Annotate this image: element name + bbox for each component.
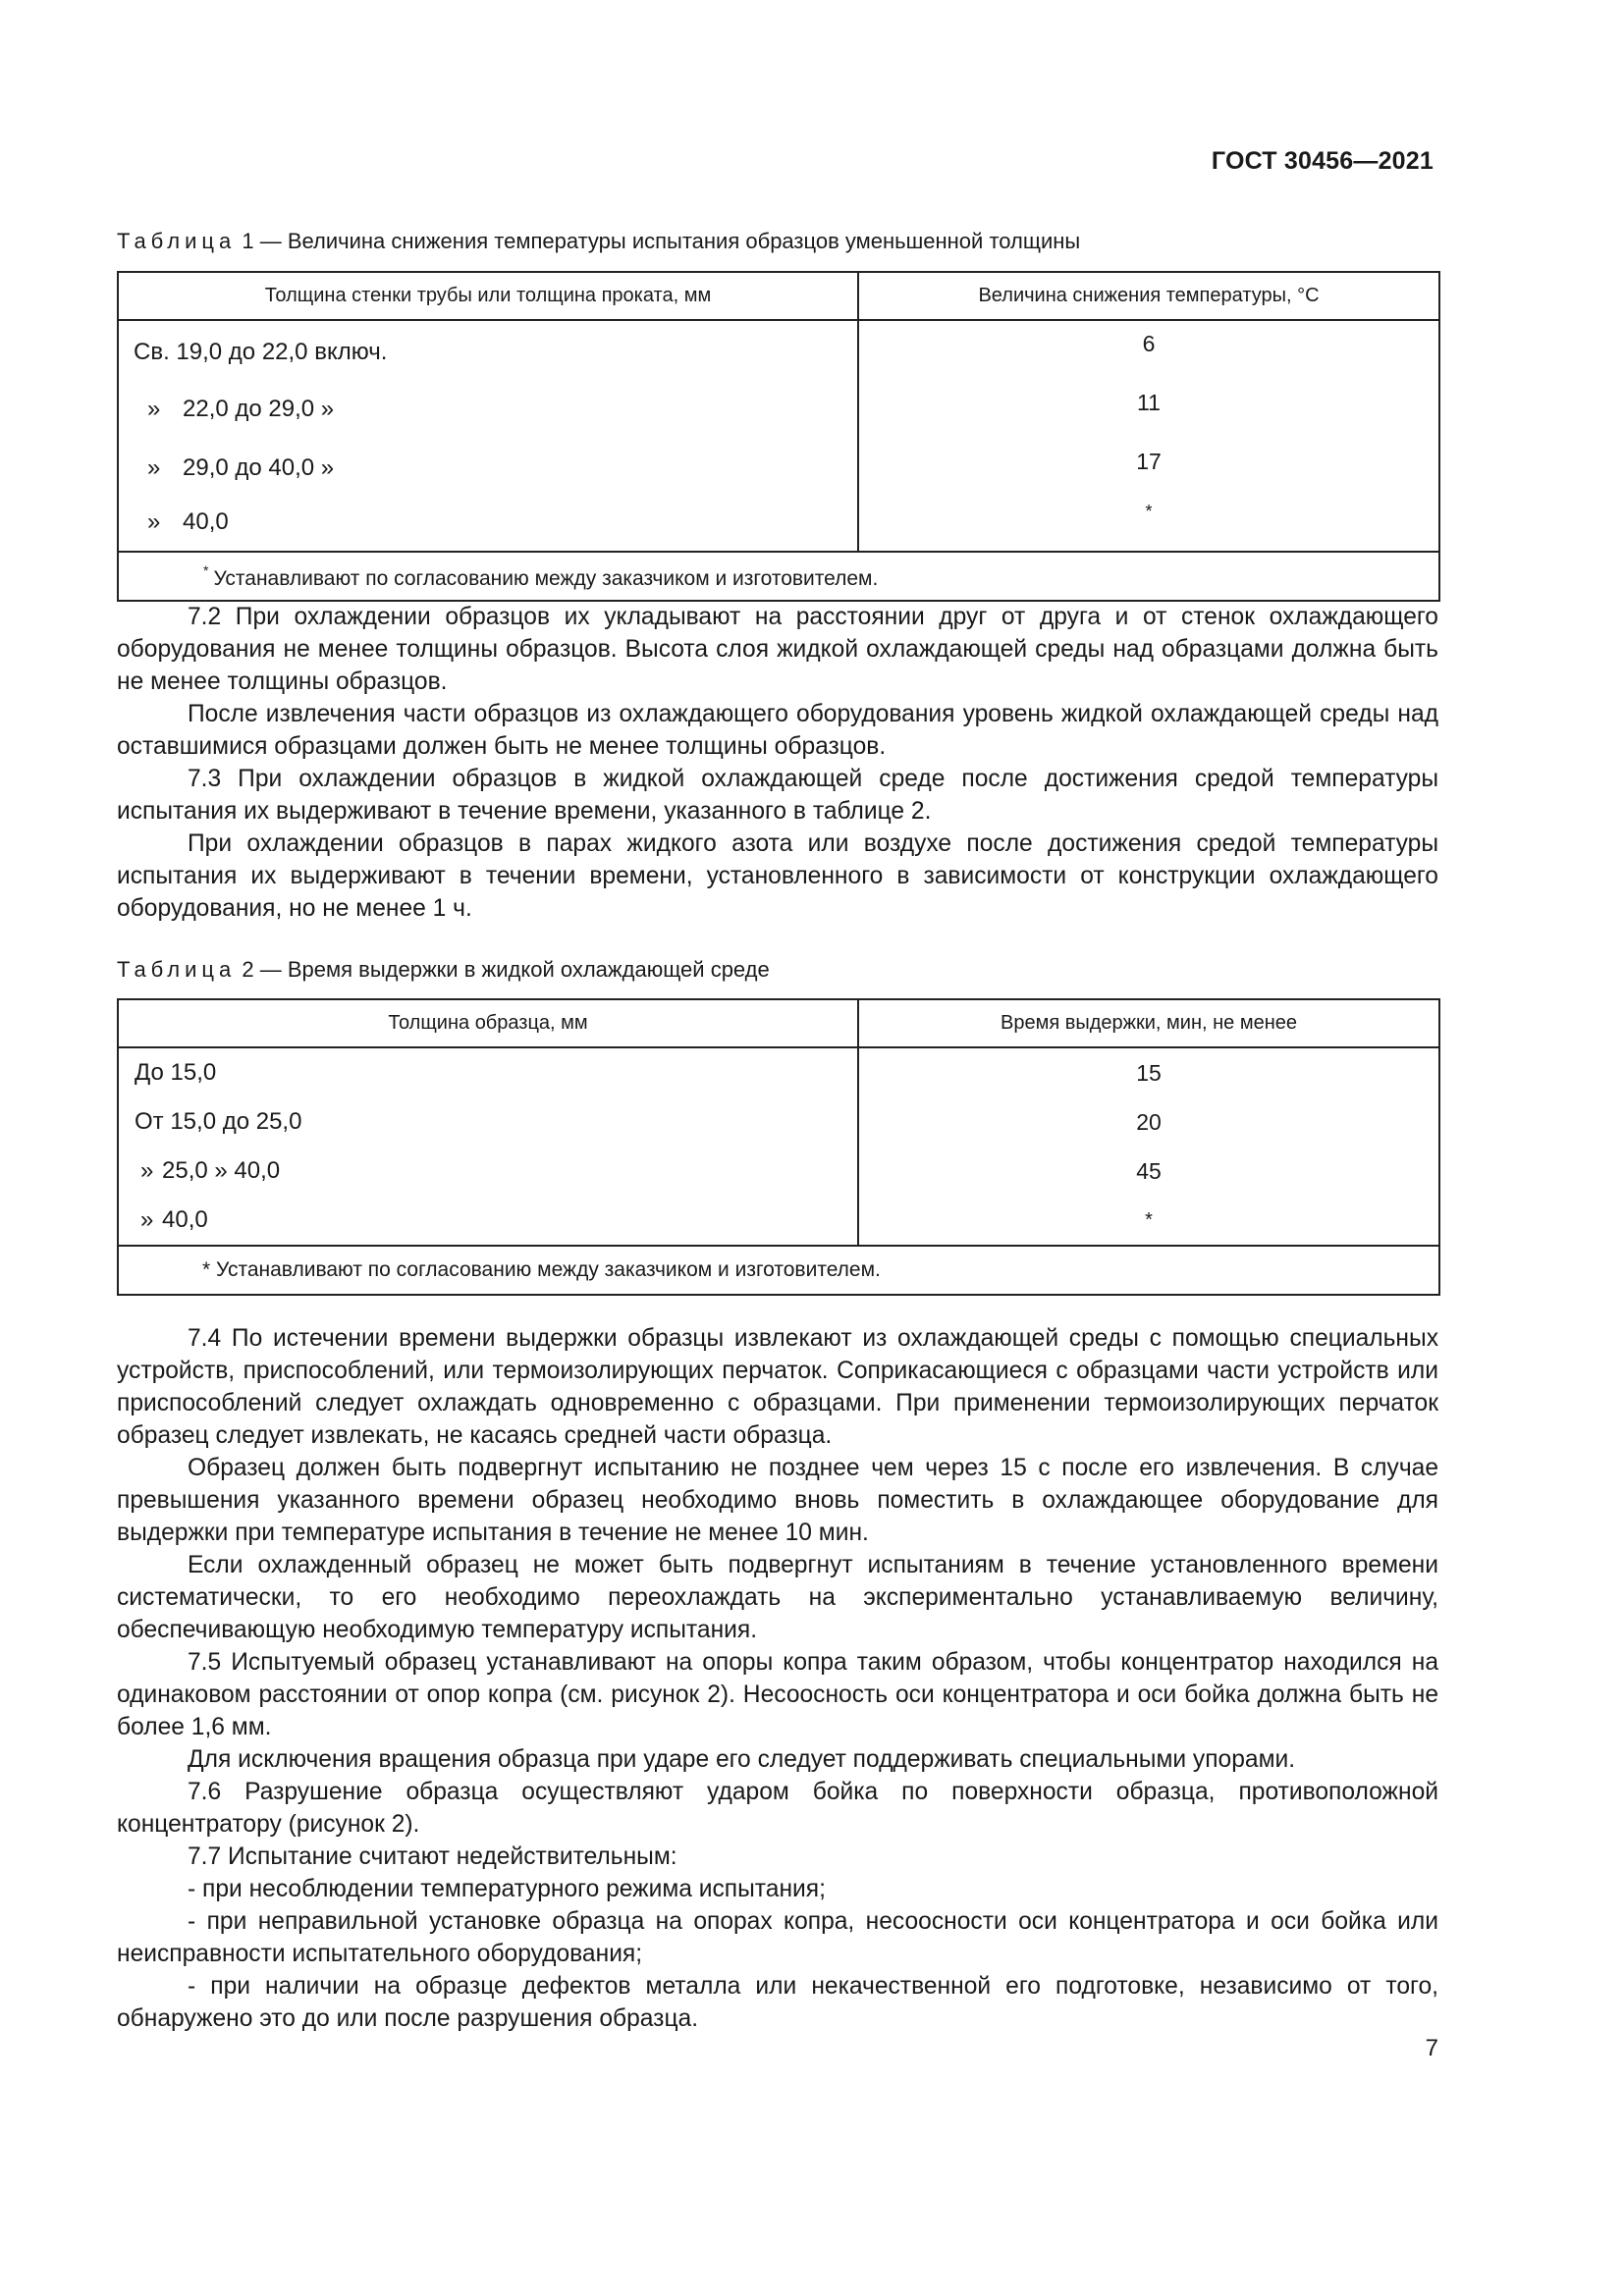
paragraph-7-5: 7.5 Испытуемый образец устанавливают на опоры копра таким образом, чтобы концентратор находился на одинаковом расстоянии от опор копра (см. рисунок 2). Несоосность оси концентратора и оси бойка должна быть не более 1,6 мм.: [117, 1649, 1438, 1740]
table-row: [118, 1047, 1439, 1097]
table2-value-cell: 20: [858, 1097, 1439, 1147]
paragraph-7-6: 7.6 Разрушение образца осуществляют ударом бойка по поверхности образца, противоположной концентратору (рисунок 2).: [117, 1779, 1438, 1838]
table2-value-cell: *: [858, 1196, 1439, 1246]
text-block-2: [117, 1322, 1438, 2035]
table1-caption: [117, 229, 1080, 254]
paragraph-7-2: 7.2 При охлаждении образцов их укладывают на расстоянии друг от друга и от стенок охлаждающего оборудования не менее толщины образцов. Высота слоя жидкой охлаждающей среды над образцами должна быть не менее толщины образцов.: [117, 604, 1438, 695]
paragraph: После извлечения части образцов из охлаждающего оборудования уровень жидкой охлаждающей среды над оставшимися образцами должен быть не менее толщины образцов.: [117, 701, 1438, 760]
table-row: [118, 380, 1439, 439]
table2-value-cell: 45: [858, 1147, 1439, 1196]
text-block-1: [117, 601, 1438, 925]
table2-caption-label: Таблица: [117, 957, 237, 982]
table1-value-cell: 6: [858, 320, 1439, 380]
table2-value-cell: 15: [858, 1047, 1439, 1097]
table1-header-row: [118, 272, 1439, 320]
table1-footnote: * Устанавливают по согласованию между заказчиком и изготовителем.: [118, 552, 1439, 601]
table2-footnote: * Устанавливают по согласованию между заказчиком и изготовителем.: [118, 1246, 1439, 1295]
table2-range-cell: До 15,0: [118, 1047, 858, 1097]
paragraph-7-3: 7.3 При охлаждении образцов в жидкой охлаждающей среде после достижения средой температуры испытания их выдерживают в течение времени, указанного в таблице 2.: [117, 766, 1438, 825]
paragraph: Образец должен быть подвергнут испытанию не позднее чем через 15 с после его извлечения. В случае превышения указанного времени образец необходимо вновь поместить в охлаждающее оборудование для выдержки при температуре испытания в течение не менее 10 мин.: [117, 1455, 1438, 1546]
table1: [117, 271, 1440, 602]
table2-col-time: Время выдержки, мин, не менее: [858, 999, 1439, 1047]
table2-range-cell: От 15,0 до 25,0: [118, 1097, 858, 1147]
table2-caption-text: 2 — Время выдержки в жидкой охлаждающей среде: [242, 957, 770, 982]
table1-caption-label: Таблица: [117, 229, 237, 253]
table-row: [118, 1147, 1439, 1196]
table1-col-thickness: Толщина стенки трубы или толщина проката, мм: [118, 272, 858, 320]
table1-range-cell: » 29,0 до 40,0 »: [118, 439, 858, 498]
table2-range-cell: » 25,0 » 40,0: [118, 1147, 858, 1196]
table1-value-cell: *: [858, 498, 1439, 552]
table1-col-decrease: Величина снижения температуры, °С: [858, 272, 1439, 320]
paragraph-7-7: 7.7 Испытание считают недействительным:: [188, 1843, 677, 1870]
table2-caption: [117, 957, 770, 983]
table2-header-row: [118, 999, 1439, 1047]
table-row: [118, 439, 1439, 498]
list-item: - при неправильной установке образца на опорах копра, несоосности оси концентратора и оси бойка или неисправности испытательного оборудования;: [117, 1908, 1438, 1967]
paragraph: Для исключения вращения образца при ударе его следует поддерживать специальными упорами.: [188, 1746, 1296, 1773]
table1-footnote-row: [118, 552, 1439, 601]
list-item: - при наличии на образце дефектов металла или некачественной его подготовке, независимо от того, обнаружено это до или после разрушения образца.: [117, 1973, 1438, 2032]
table-row: [118, 1097, 1439, 1147]
table2: [117, 998, 1440, 1296]
table-row: [118, 320, 1439, 380]
table1-value-cell: 17: [858, 439, 1439, 498]
page-number: 7: [1425, 2035, 1438, 2061]
table1-range-cell: Св. 19,0 до 22,0 включ.: [118, 320, 858, 380]
table2-col-thickness: Толщина образца, мм: [118, 999, 858, 1047]
table-row: [118, 1196, 1439, 1246]
standard-code: ГОСТ 30456—2021: [1211, 147, 1434, 175]
table1-value-cell: 11: [858, 380, 1439, 439]
paragraph: Если охлажденный образец не может быть подвергнут испытаниям в течение установленного времени систематически, то его необходимо переохлаждать на экспериментально устанавливаемую величину, обеспечивающую необходимую температуру испытания.: [117, 1552, 1438, 1643]
paragraph: При охлаждении образцов в парах жидкого азота или воздухе после достижения средой температуры испытания их выдерживают в течении времени, установленного в зависимости от конструкции охлаждающего оборудования, но не менее 1 ч.: [117, 830, 1438, 922]
list-item: - при несоблюдении температурного режима испытания;: [188, 1876, 826, 1902]
table1-range-cell: » 22,0 до 29,0 »: [118, 380, 858, 439]
table2-footnote-row: [118, 1246, 1439, 1295]
table1-range-cell: » 40,0: [118, 498, 858, 552]
table-row: [118, 498, 1439, 552]
table2-range-cell: » 40,0: [118, 1196, 858, 1246]
table1-caption-text: 1 — Величина снижения температуры испытания образцов уменьшенной толщины: [242, 229, 1081, 253]
paragraph-7-4: 7.4 По истечении времени выдержки образцы извлекают из охлаждающей среды с помощью специальных устройств, приспособлений, или термоизолирующих перчаток. Соприкасающиеся с образцами части устройств или приспособлений следует охлаждать одновременно с образцами. При применении термоизолирующих перчаток образец следует извлекать, не касаясь средней части образца.: [117, 1325, 1438, 1449]
